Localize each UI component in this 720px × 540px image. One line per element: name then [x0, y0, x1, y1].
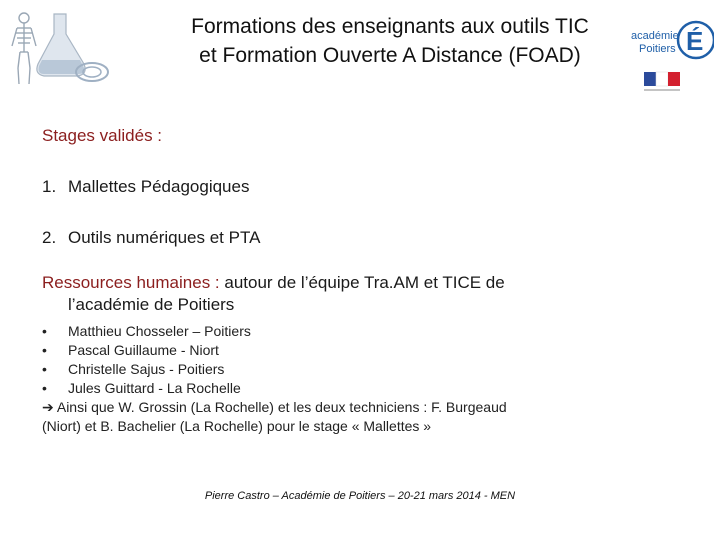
main-content [42, 126, 642, 436]
person-name: Christelle Sajus - Poitiers [68, 361, 225, 377]
list-item-label: Mallettes Pédagogiques [68, 177, 250, 196]
logo-text-academie: académie [631, 30, 679, 42]
people-list [42, 322, 642, 398]
page-title [120, 12, 660, 70]
resources-heading [42, 272, 642, 316]
logo-text-poitiers: Poitiers [639, 43, 676, 55]
list-item [42, 360, 642, 379]
title-line-2: et Formation Ouverte A Distance (FOAD) [199, 44, 581, 67]
additional-note [42, 398, 642, 436]
note-line-1: Ainsi que W. Grossin (La Rochelle) et les deux techniciens : F. Burgeaud [53, 399, 507, 415]
person-name: Pascal Guillaume - Niort [68, 342, 219, 358]
bullet-icon: • [42, 342, 47, 358]
bullet-icon: • [42, 380, 47, 396]
list-item [42, 341, 642, 360]
bullet-icon: • [42, 361, 47, 377]
bullet-icon: • [42, 323, 47, 339]
list-item [42, 228, 642, 248]
note-line-2: (Niort) et B. Bachelier (La Rochelle) pour le stage « Mallettes » [42, 418, 432, 434]
list-item [42, 177, 642, 197]
list-item-label: Outils numériques et PTA [68, 228, 261, 247]
logo-letter-e: É [686, 26, 704, 56]
list-item [42, 322, 642, 341]
arrow-right-icon: ➔ [42, 399, 54, 415]
footer-text: Pierre Castro – Académie de Poitiers – 20-21 mars 2014 - MEN [204, 490, 516, 502]
list-item-number: 2. [42, 228, 57, 247]
resources-heading-line-2: l’académie de Poitiers [68, 295, 235, 314]
person-name: Jules Guittard - La Rochelle [68, 380, 241, 396]
list-item [42, 379, 642, 398]
resources-heading-rest: autour de l’équipe Tra.AM et TICE de [219, 273, 505, 292]
list-item-number: 1. [42, 177, 57, 196]
person-name: Matthieu Chosseler – Poitiers [68, 323, 251, 339]
academie-poitiers-logo [628, 6, 714, 96]
stages-heading: Stages validés : [42, 126, 163, 145]
resources-heading-label: Ressources humaines : [42, 273, 220, 292]
skeleton-flask-logo [4, 8, 114, 88]
title-line-1: Formations des enseignants aux outils TIC [191, 15, 589, 38]
